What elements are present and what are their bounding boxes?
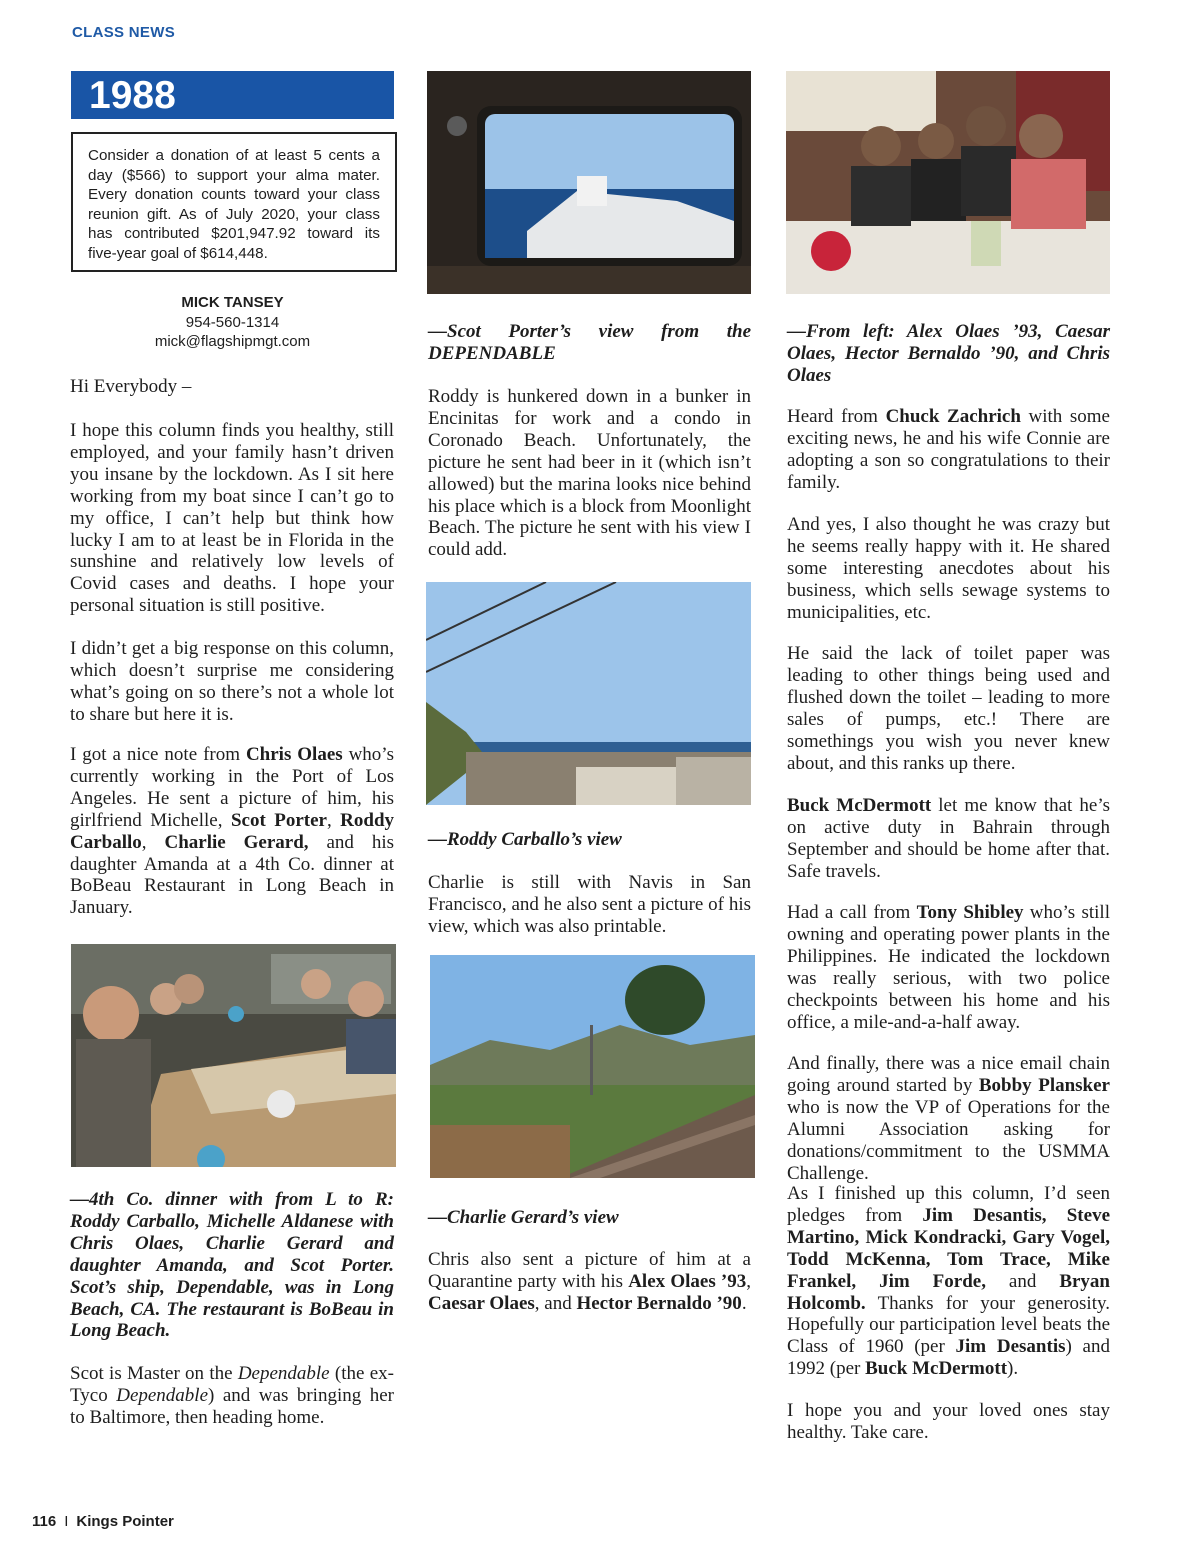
col1-paragraph-3: I got a nice note from Chris Olaes who’s currently working in the Port of Los Angeles. He sent a picture of him, his girlfriend Michelle, Scot Porter, Roddy Carballo, Charlie Gerard, and his daughter Amanda at a 4th Co. dinner at BoBeau Restaurant in Long Beach in January.: [70, 744, 395, 919]
col2-paragraph-2: Charlie is still with Navis in San Francisco, and he also sent a picture of his view, which was also printable.: [428, 872, 751, 937]
col3-paragraph-6: And finally, there was a nice email chain going around started by Bobby Plansker who is now the VP of Operations for the Alumni Association asking for donations/commitment to the USMMA Challenge.: [787, 1053, 1110, 1184]
col1-paragraph-4: Scot is Master on the Dependable (the ex-Tyco Dependable) and was bringing her to Baltimore, then heading home.: [70, 1363, 394, 1428]
roddy-view-photo: [426, 582, 751, 805]
col3-paragraph-2: And yes, I also thought he was crazy but he seems really happy with it. He shared some interesting anecdotes about his business, which sells sewage systems to municipalities, etc.: [787, 514, 1110, 623]
col1-paragraph-1: I hope this column finds you healthy, still employed, and your family hasn’t driven you insane by the lockdown. As I sit here working from my boat since I can’t go to my office, I can’t help but think how lucky I am to at least be in Florida in the sunshine and relatively low levels of Covid cases and deaths. I hope your personal situation is still positive.: [70, 420, 394, 617]
year-banner: [71, 71, 394, 119]
col3-paragraph-7: As I finished up this column, I’d seen pledges from Jim Desantis, Steve Martino, Mick Kondracki, Gary Vogel, Todd McKenna, Tom Trace, Mike Frankel, Jim Forde, and Bryan Holcomb. Thanks for your generosity. Hopefully our participation level beats the Class of 1960 (per Jim Desantis) and 1992 (per Buck McDermott).: [787, 1183, 1110, 1380]
col3-paragraph-4: Buck McDermott let me know that he’s on active duty in Bahrain through September and should be home after that. Safe travels.: [787, 795, 1110, 882]
roddy-photo-caption: —Roddy Carballo’s view: [428, 829, 622, 850]
page-number: 116: [32, 1513, 57, 1530]
col2-paragraph-3: Chris also sent a picture of him at a Quarantine party with his Alex Olaes ’93, Caesar Olaes, and Hector Bernaldo ’90.: [428, 1249, 751, 1314]
contact-phone: 954-560-1314: [185, 313, 280, 331]
year-heading: 1988: [89, 74, 176, 117]
dependable-photo-caption: —Scot Porter’s view from the DEPENDABLE: [428, 321, 751, 364]
charlie-view-photo: [430, 955, 755, 1178]
footer-separator: I: [64, 1513, 69, 1530]
contact-block: [71, 293, 394, 352]
dinner-photo: [71, 944, 396, 1167]
col1-paragraph-2: I didn’t get a big response on this column, which doesn’t surprise me considering what’s going on so there’s not a whole lot to share but here it is.: [70, 638, 394, 725]
contact-email: mick@flagshipmgt.com: [154, 333, 311, 350]
section-label: CLASS NEWS: [72, 24, 176, 41]
col2-paragraph-1: Roddy is hunkered down in a bunker in Encinitas for work and a condo in Coronado Beach. Unfortunately, the picture he sent had beer in it (which isn’t allowed) but the marina looks nice behind his place which is a block from Moonlight Beach. The picture he sent with his view I could add.: [428, 386, 751, 561]
col3-paragraph-1: Heard from Chuck Zachrich with some exciting news, he and his wife Connie are adopting a son so congratulations to their family.: [787, 406, 1110, 493]
contact-name: MICK TANSEY: [181, 294, 284, 311]
quarantine-party-photo: [786, 71, 1110, 294]
col3-paragraph-8: I hope you and your loved ones stay healthy. Take care.: [787, 1400, 1110, 1443]
greeting: Hi Everybody –: [70, 376, 192, 397]
dinner-photo-caption: —4th Co. dinner with from L to R: Roddy Carballo, Michelle Aldanese with Chris Olaes, Charlie Gerard and daughter Amanda, and Scot Porter. Scot’s ship, Dependable, was in Long Beach, CA. The restaurant is BoBeau in Long Beach.: [70, 1189, 394, 1342]
donation-box: Consider a donation of at least 5 cents a day ($566) to support your alma mater. Every donation counts toward your class reunion gift. As of July 2020, your class has contributed $201,947.92 toward its five-year goal of $614,448.: [71, 132, 397, 272]
dependable-window-photo: [427, 71, 751, 294]
col3-paragraph-5: Had a call from Tony Shibley who’s still owning and operating power plants in the Philippines. He indicated the lockdown was really serious, with two police checkpoints between his home and his office, a mile-and-a-half away.: [787, 902, 1110, 1033]
col3-paragraph-3: He said the lack of toilet paper was leading to other things being used and flushed down the toilet – leading to more sales of pumps, etc.! There are somethings you wish you never knew about, and this ranks up there.: [787, 643, 1110, 774]
quarantine-photo-caption: —From left: Alex Olaes ’93, Caesar Olaes, Hector Bernaldo ’90, and Chris Olaes: [787, 321, 1110, 386]
publication-name: Kings Pointer: [76, 1513, 174, 1530]
page-footer: [32, 1513, 174, 1530]
charlie-photo-caption: —Charlie Gerard’s view: [428, 1207, 619, 1228]
